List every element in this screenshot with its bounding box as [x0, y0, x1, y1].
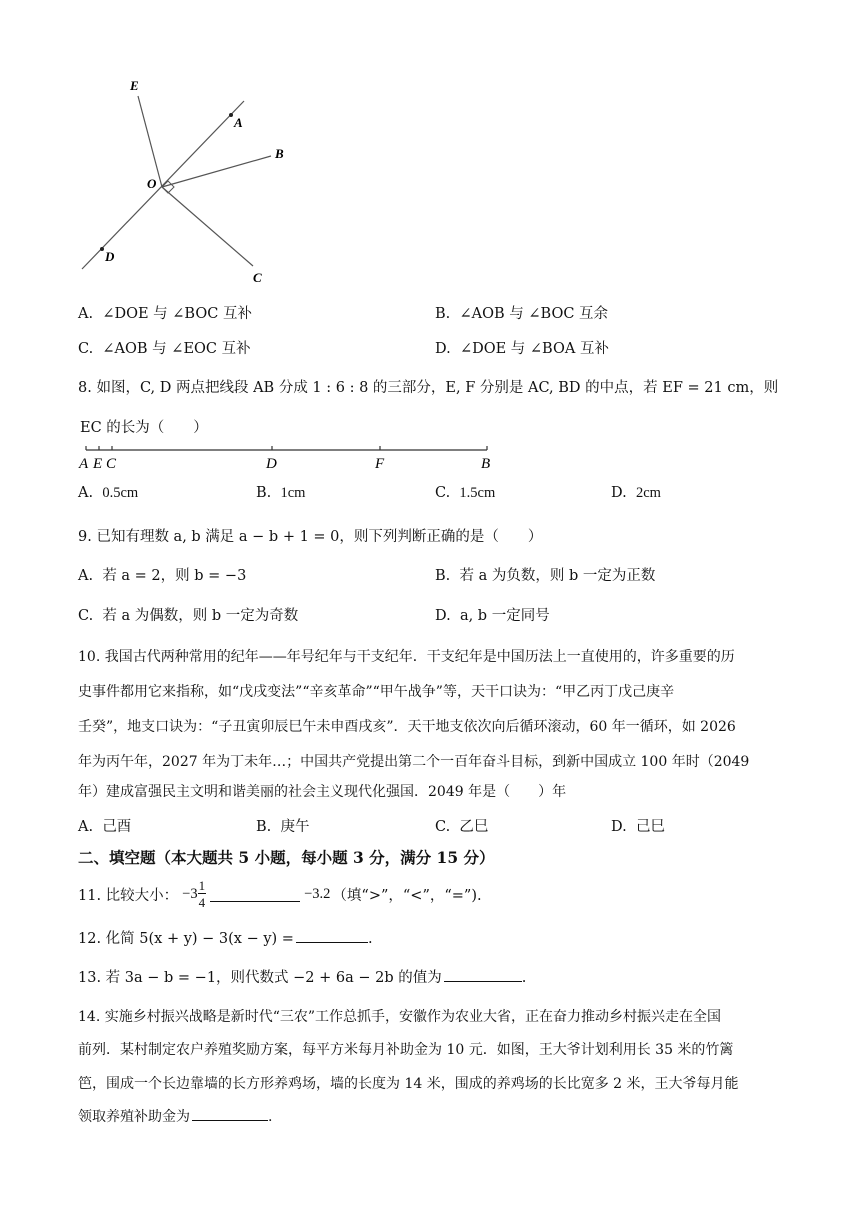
- label-b: B: [275, 146, 284, 161]
- q7-option-b: B. ∠AOB 与 ∠BOC 互余: [435, 306, 609, 322]
- q11-denominator: 4: [198, 895, 206, 910]
- q12-suffix: .: [367, 931, 373, 947]
- q9-option-b: B. 若 a 为负数，则 b 一定为正数: [435, 568, 656, 584]
- point-d: [100, 247, 104, 251]
- q10-option-c: C. 乙巳: [435, 819, 489, 835]
- ray-oe: [138, 96, 162, 187]
- q14-line1: 14. 实施乡村振兴战略是新时代“三农”工作总抓手，安徽作为农业大省，正在奋力推动乡村振兴走在全国: [78, 1009, 722, 1025]
- q12-prefix: 12. 化简 5(x + y) − 3(x − y) =: [78, 931, 294, 947]
- q11-whole: −3: [182, 885, 198, 902]
- q7-option-c: C. ∠AOB 与 ∠EOC 互补: [78, 341, 251, 357]
- label-o: O: [147, 176, 157, 191]
- q14-line4-text: 领取养殖补助金为: [78, 1109, 190, 1125]
- q14-line4: [78, 1106, 272, 1126]
- ray-oc: [162, 187, 253, 266]
- seg-label-f: F: [375, 456, 385, 472]
- q8-option-a: A. 0.5cm: [78, 485, 139, 501]
- q8-stem-line1: 8. 如图，C, D 两点把线段 AB 分成 1 : 6 : 8 的三部分，E, F 分别是 AC, BD 的中点，若 EF = 21 cm，则: [78, 380, 779, 396]
- q13: [78, 966, 526, 987]
- q8-option-b: B. 1cm: [256, 485, 306, 501]
- q11-prefix: 11. 比较大小：: [78, 887, 179, 904]
- label-e: E: [130, 78, 139, 93]
- q10-line5: 年）建成富强民主文明和谐美丽的社会主义现代化强国．2049 年是（ ）年: [78, 784, 567, 800]
- q10-option-b: B. 庚午: [256, 819, 310, 835]
- seg-label-b: B: [481, 456, 491, 472]
- q9-option-a: A. 若 a = 2，则 b = −3: [78, 568, 247, 584]
- q10-line3: 壬癸”，地支口诀为：“子丑寅卯辰巳午未申酉戌亥”．天干地支依次向后循环滚动，60 年一循环，如 2026: [78, 719, 736, 735]
- q10-line2: 史事件都用它来指称，如“戊戌变法”“辛亥革命”“甲午战争”等，天干口诀为：“甲乙丙丁戊己庚辛: [78, 684, 675, 700]
- q9-option-d: D. a, b 一定同号: [435, 608, 550, 624]
- q8-option-d: D. 2cm: [611, 485, 661, 501]
- segment-figure: [76, 442, 506, 474]
- q12: [78, 927, 373, 948]
- q13-answer-blank[interactable]: [444, 967, 522, 982]
- section-heading: 二、填空题（本大题共 5 小题，每小题 3 分，满分 15 分）: [78, 848, 495, 867]
- angle-figure: [70, 70, 300, 290]
- q14-suffix: .: [268, 1109, 273, 1125]
- seg-label-c: C: [106, 456, 117, 472]
- q9-stem: 9. 已知有理数 a, b 满足 a − b + 1 = 0，则下列判断正确的是（ ）: [78, 529, 543, 545]
- seg-label-a: A: [79, 456, 89, 472]
- q11-suffix: （填“>”，“<”，“=”).: [332, 887, 482, 904]
- label-a: A: [234, 115, 243, 130]
- q11-rhs: −3.2: [304, 885, 331, 902]
- q14-line3: 笆，围成一个长边靠墙的长方形养鸡场，墙的长度为 14 米，围成的养鸡场的长比宽多 2 米，王大爷每月能: [78, 1076, 739, 1092]
- q13-suffix: .: [521, 970, 527, 986]
- q9-option-c: C. 若 a 为偶数，则 b 一定为奇数: [78, 608, 299, 624]
- point-a: [229, 113, 233, 117]
- q14-line2: 前列．某村制定农户养殖奖励方案，每平方米每月补助金为 10 元．如图，王大爷计划利用长 35 米的竹篱: [78, 1042, 734, 1058]
- q13-prefix: 13. 若 3a − b = −1，则代数式 −2 + 6a − 2b 的值为: [78, 970, 442, 986]
- q10-option-d: D. 己巳: [611, 819, 665, 835]
- q11-numerator: 1: [198, 878, 206, 893]
- q7-option-a: A. ∠DOE 与 ∠BOC 互补: [78, 306, 252, 322]
- label-d: D: [105, 249, 115, 264]
- q11-answer-blank[interactable]: [210, 887, 300, 902]
- seg-label-e: E: [93, 456, 103, 472]
- q10-line1: 10. 我国古代两种常用的纪年——年号纪年与干支纪年．干支纪年是中国历法上一直使用的，许多重要的历: [78, 649, 735, 665]
- q8-stem-line2: EC 的长为（ ）: [80, 420, 208, 436]
- ray-ob: [162, 156, 271, 187]
- q10-option-a: A. 己酉: [78, 819, 132, 835]
- line-ad: [82, 101, 244, 269]
- q14-answer-blank[interactable]: [192, 1106, 268, 1121]
- q11: [78, 877, 482, 911]
- q8-option-c: C. 1.5cm: [435, 485, 496, 501]
- q10-line4: 年为丙午年，2027 年为丁未年…；中国共产党提出第二个一百年奋斗目标，到新中国成立 100 年时（2049: [78, 754, 750, 770]
- q12-answer-blank[interactable]: [296, 928, 368, 943]
- q7-option-d: D. ∠DOE 与 ∠BOA 互补: [435, 341, 609, 357]
- seg-label-d: D: [266, 456, 277, 472]
- label-c: C: [253, 270, 262, 285]
- q11-fraction: [198, 879, 207, 909]
